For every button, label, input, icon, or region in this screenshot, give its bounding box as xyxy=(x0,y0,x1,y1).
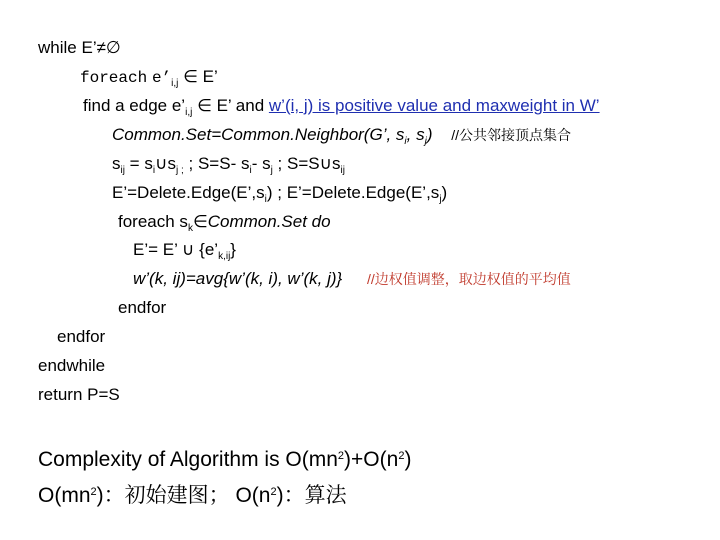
merge-minus2: - s xyxy=(251,154,271,173)
delete-edge-1: E’=Delete.Edge(E’,s xyxy=(112,183,265,202)
line-foreach-edge xyxy=(80,66,218,95)
merge-s: s xyxy=(112,154,121,173)
foreach-in: ∈ xyxy=(192,212,208,231)
merge-sub-i: i xyxy=(152,165,156,176)
line-common-set xyxy=(112,124,571,153)
sub-j: j xyxy=(424,136,427,147)
common-set-sep: , s xyxy=(406,125,425,144)
complexity-sup-2: 2 xyxy=(398,450,405,462)
keyword-while: while xyxy=(38,38,77,57)
complexity-plus: )+O(n xyxy=(344,448,399,471)
complexity-sup-1: 2 xyxy=(337,450,345,462)
delete-edge-2: ) ; E’=Delete.Edge(E’,s xyxy=(266,183,440,202)
line-while xyxy=(38,37,121,59)
merge-minus: ; S=S- s xyxy=(183,154,250,173)
merge-eq: = s xyxy=(124,154,153,173)
breakdown-alg: )：算法 xyxy=(276,484,347,507)
line-endfor-inner: endfor xyxy=(118,298,167,317)
common-set-expr: Common.Set=Common.Neighbor(G’, s xyxy=(112,125,405,144)
merge-sub-j2: j xyxy=(270,165,273,176)
edge-subscript: i,j xyxy=(171,78,179,89)
merge-sub-ij: ij xyxy=(120,165,125,176)
comment-weight-adjust: //边权值调整，取边权值的平均值 xyxy=(366,271,571,287)
weight-avg-expr: w’(k, ij)=avg{w’(k, i), w’(k, j)} xyxy=(133,269,343,288)
line-foreach-common xyxy=(118,211,331,240)
merge-sub-ij2: ij xyxy=(340,165,345,176)
complexity-line xyxy=(38,443,411,473)
add-edge-expr: E’= E’ ∪ {e’ xyxy=(133,240,219,259)
find-edge-text: find a edge e’ xyxy=(83,96,186,115)
foreach-sk: foreach s xyxy=(118,212,188,231)
complexity-close: ) xyxy=(404,448,412,471)
breakdown-sup-2: 2 xyxy=(270,486,277,498)
while-condition: E’≠∅ xyxy=(81,38,121,57)
common-set-close: ) xyxy=(426,125,433,144)
merge-sub-j: j ; xyxy=(176,165,184,176)
delete-close: ) xyxy=(441,183,448,202)
line-find-edge xyxy=(83,95,600,124)
line-weight-avg xyxy=(133,268,571,290)
foreach-common-set: Common.Set do xyxy=(207,212,331,231)
foreach-sub-k: k xyxy=(187,223,193,234)
breakdown-sup-1: 2 xyxy=(90,486,97,498)
merge-sub-i2: i xyxy=(249,165,252,176)
foreach-set: ∈ E’ xyxy=(183,67,218,86)
sub-i: i xyxy=(404,136,407,147)
merge-union2: ; S=S∪s xyxy=(272,154,341,173)
keyword-foreach: foreach xyxy=(80,69,148,87)
edge-var: e’ xyxy=(151,69,172,87)
breakdown-init: )：初始建图； O(n xyxy=(96,484,271,507)
find-edge-highlight: w’(i, j) is positive value and maxweight in W’ xyxy=(268,96,600,115)
comment-common-neighbor: //公共邻接顶点集合 xyxy=(451,127,572,143)
line-endwhile: endwhile xyxy=(38,356,106,375)
line-add-edge xyxy=(133,239,236,268)
line-delete-edge xyxy=(112,182,447,211)
delete-sub-j: j xyxy=(439,194,442,205)
find-edge-subscript: i,j xyxy=(185,107,193,118)
line-endfor-outer: endfor xyxy=(57,327,106,346)
complexity-text: Complexity of Algorithm is O(mn xyxy=(38,448,338,471)
add-edge-sub: k,ij xyxy=(218,251,231,262)
complexity-breakdown xyxy=(38,479,347,509)
delete-sub-i: i xyxy=(264,194,267,205)
breakdown-mn: O(mn xyxy=(38,484,91,507)
add-edge-close: } xyxy=(230,240,236,259)
line-return: return P=S xyxy=(38,385,120,404)
merge-union: ∪s xyxy=(155,154,177,173)
line-merge xyxy=(112,153,345,182)
find-edge-cond: ∈ E’ and xyxy=(197,96,269,115)
